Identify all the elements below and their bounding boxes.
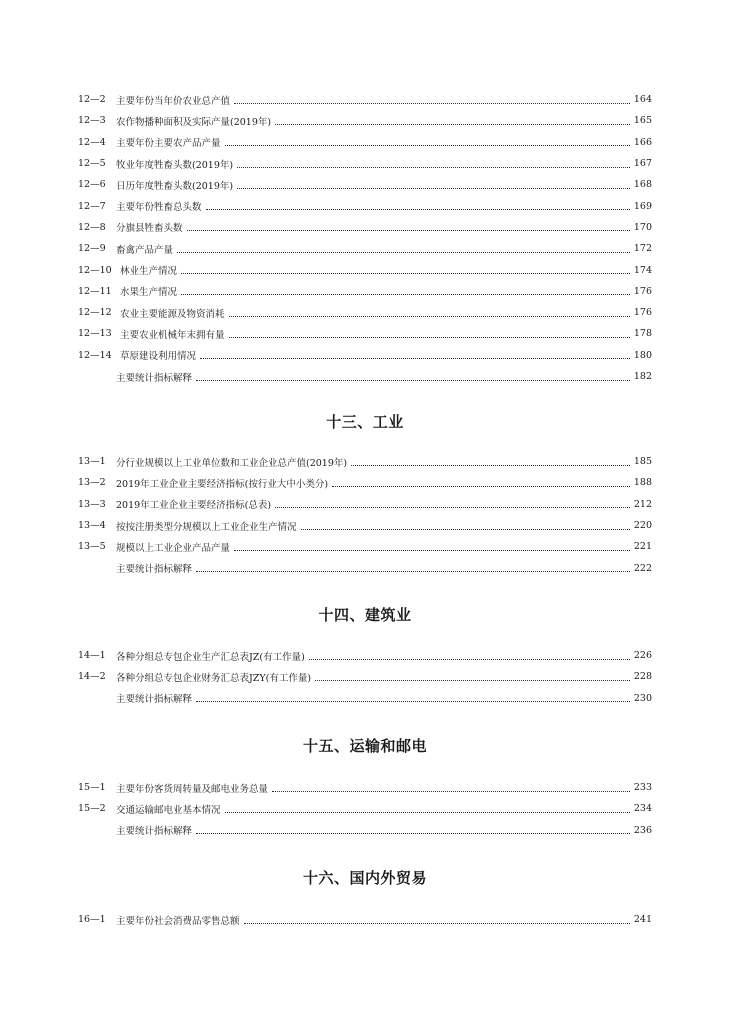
toc-entry-number: 13—2: [78, 477, 106, 489]
toc-entry[interactable]: [78, 110, 652, 131]
toc-entry[interactable]: [78, 451, 652, 472]
toc-entry-title: 分旗县牲畜头数: [116, 223, 183, 235]
dot-leader: [234, 102, 630, 104]
toc-entry-page: 212: [633, 498, 652, 510]
toc-entry-page: 164: [633, 94, 652, 106]
toc-entry-title: 水果生产情况: [120, 287, 178, 299]
toc-entry[interactable]: [78, 688, 652, 709]
toc-section-16: [0, 909, 730, 930]
toc-entry-title: 主要年份主要农产品产量: [116, 138, 221, 150]
dot-leader: [237, 166, 630, 168]
toc-entry-title: 各种分组总专包企业财务汇总表JZY(有工作量): [116, 672, 312, 684]
toc-entry-title: 规模以上工业企业产品产量: [116, 542, 231, 554]
toc-entry-number: 12—13: [78, 328, 112, 340]
toc-entry[interactable]: [78, 366, 652, 387]
toc-entry-number: 12—11: [78, 285, 112, 297]
toc-entry-title: 交通运输邮电业基本情况: [116, 804, 221, 816]
toc-entry[interactable]: [78, 909, 652, 930]
toc-entry[interactable]: [78, 259, 652, 280]
toc-entry[interactable]: [78, 153, 652, 174]
toc-entry-number: 13—3: [78, 498, 106, 510]
toc-entry-title: 主要统计指标解释: [116, 564, 193, 576]
chapter-heading-13: 十三、工业: [326, 413, 404, 431]
dot-leader: [225, 144, 630, 146]
toc-entry-title: 各种分组总专包企业生产汇总表JZ(有工作量): [116, 651, 305, 663]
toc-entry-title: 按按注册类型分规模以上工业企业生产情况: [116, 521, 297, 533]
dot-leader: [229, 315, 630, 317]
dot-leader: [244, 922, 630, 924]
toc-entry-number: 12—10: [78, 264, 112, 276]
dot-leader: [301, 528, 630, 530]
toc-entry-title: 农业主要能源及物资消耗: [120, 308, 225, 320]
dot-leader: [309, 658, 630, 660]
toc-entry-number: 12—6: [78, 179, 106, 191]
toc-entry-number: 12—4: [78, 136, 106, 148]
toc-entry-title: 2019年工业企业主要经济指标(总表): [116, 500, 272, 512]
toc-entry-page: 180: [633, 349, 652, 361]
dot-leader: [177, 251, 630, 253]
toc-entry-title: 主要农业机械年末拥有量: [120, 329, 225, 341]
dot-leader: [229, 336, 630, 338]
dot-leader: [315, 679, 630, 681]
dot-leader: [196, 570, 630, 572]
chapter-heading-16: 十六、国内外贸易: [302, 869, 427, 887]
toc-section-15: [0, 777, 730, 841]
toc-entry-title: 主要年份当年价农业总产值: [116, 95, 231, 107]
toc-entry-number: 12—5: [78, 158, 106, 170]
toc-entry-number: 13—1: [78, 456, 106, 468]
chapter-heading-14: 十四、建筑业: [318, 606, 412, 624]
toc-entry-title: 主要统计指标解释: [116, 694, 193, 706]
dot-leader: [206, 208, 630, 210]
toc-entry-title: 农作物播种面积及实际产量(2019年): [116, 116, 272, 128]
toc-entry[interactable]: [78, 472, 652, 493]
toc-section-13: [0, 451, 730, 579]
toc-section-12: [0, 89, 730, 387]
toc-entry[interactable]: [78, 89, 652, 110]
toc-entry[interactable]: [78, 345, 652, 366]
dot-leader: [234, 549, 630, 551]
toc-entry-page: 170: [633, 221, 652, 233]
toc-entry-title: 日历年度牲畜头数(2019年): [116, 180, 234, 192]
dot-leader: [225, 811, 630, 813]
toc-entry-page: 166: [633, 136, 652, 148]
toc-entry-number: 16—1: [78, 914, 106, 926]
chapter-heading-15: 十五、运输和邮电: [302, 737, 427, 755]
dot-leader: [200, 357, 630, 359]
toc-entry-title: 畜禽产品产量: [116, 244, 174, 256]
toc-entry[interactable]: [78, 557, 652, 578]
dot-leader: [332, 485, 630, 487]
dot-leader: [275, 506, 630, 508]
dot-leader: [181, 272, 630, 274]
toc-entry[interactable]: [78, 820, 652, 841]
toc-entry-page: 228: [633, 671, 652, 683]
toc-entry[interactable]: [78, 281, 652, 302]
toc-entry-page: 178: [633, 328, 652, 340]
toc-entry-title: 主要统计指标解释: [116, 826, 193, 838]
toc-entry-number: 13—4: [78, 520, 106, 532]
toc-entry-title: 牧业年度牲畜头数(2019年): [116, 159, 234, 171]
toc-entry[interactable]: [78, 494, 652, 515]
toc-entry-page: 176: [633, 285, 652, 297]
toc-entry[interactable]: [78, 238, 652, 259]
toc-entry-page: 226: [633, 650, 652, 662]
toc-entry-number: 12—12: [78, 307, 112, 319]
dot-leader: [196, 379, 630, 381]
toc-entry[interactable]: [78, 777, 652, 798]
dot-leader: [237, 187, 630, 189]
toc-entry[interactable]: [78, 323, 652, 344]
dot-leader: [351, 464, 630, 466]
dot-leader: [187, 229, 630, 231]
toc-entry[interactable]: [78, 515, 652, 536]
toc-entry-page: 221: [633, 541, 652, 553]
toc-entry[interactable]: [78, 174, 652, 195]
dot-leader: [181, 293, 630, 295]
toc-entry-page: 176: [633, 307, 652, 319]
toc-entry[interactable]: [78, 645, 652, 666]
toc-entry-number: 12—14: [78, 349, 112, 361]
toc-entry-title: 分行业规模以上工业单位数和工业企业总产值(2019年): [116, 457, 348, 469]
toc-entry-page: 230: [633, 692, 652, 704]
toc-entry-title: 主要年份客货周转量及邮电业务总量: [116, 783, 269, 795]
toc-entry-number: 12—8: [78, 221, 106, 233]
toc-entry-number: 14—1: [78, 650, 106, 662]
toc-entry-page: 182: [633, 371, 652, 382]
dot-leader: [196, 832, 630, 834]
toc-entry-number: 12—7: [78, 200, 106, 212]
dot-leader: [196, 700, 630, 702]
toc-entry[interactable]: [78, 302, 652, 323]
toc-entry[interactable]: [78, 195, 652, 216]
toc-entry-title: 草原建设利用情况: [120, 351, 197, 363]
toc-entry-page: 168: [633, 179, 652, 191]
toc-section-14: [0, 645, 730, 709]
toc-entry[interactable]: [78, 666, 652, 687]
toc-entry[interactable]: [78, 798, 652, 819]
toc-entry-number: 12—9: [78, 243, 106, 255]
toc-entry-page: 241: [633, 914, 652, 926]
dot-leader: [275, 123, 630, 125]
toc-entry-page: 169: [633, 200, 652, 212]
toc-entry-title: 主要年份牲畜总头数: [116, 202, 202, 214]
toc-entry-number: 12—3: [78, 115, 106, 127]
toc-entry-page: 236: [633, 824, 652, 836]
toc-entry-page: 167: [633, 158, 652, 170]
toc-entry-title: 林业生产情况: [120, 266, 178, 278]
toc-entry-page: 233: [633, 782, 652, 794]
toc-entry-title: 主要统计指标解释: [116, 372, 193, 384]
toc-entry[interactable]: [78, 217, 652, 238]
dot-leader: [272, 790, 630, 792]
toc-entry-page: 234: [633, 803, 652, 815]
toc-entry-page: 222: [633, 562, 652, 574]
toc-entry-page: 174: [633, 264, 652, 276]
toc-entry-page: 185: [633, 456, 652, 468]
toc-entry[interactable]: [78, 132, 652, 153]
toc-entry-page: 188: [633, 477, 652, 489]
toc-entry-number: 15—1: [78, 782, 106, 794]
toc-entry-number: 12—2: [78, 94, 106, 106]
toc-entry-number: 15—2: [78, 803, 106, 815]
toc-entry-title: 2019年工业企业主要经济指标(按行业大中小类分): [116, 478, 329, 490]
toc-entry-page: 172: [633, 243, 652, 255]
toc-entry-number: 13—5: [78, 541, 106, 553]
toc-entry-number: 14—2: [78, 671, 106, 683]
toc-entry-page: 165: [633, 115, 652, 127]
toc-entry[interactable]: [78, 536, 652, 557]
toc-entry-title: 主要年份社会消费品零售总额: [116, 915, 240, 927]
toc-entry-page: 220: [633, 520, 652, 532]
